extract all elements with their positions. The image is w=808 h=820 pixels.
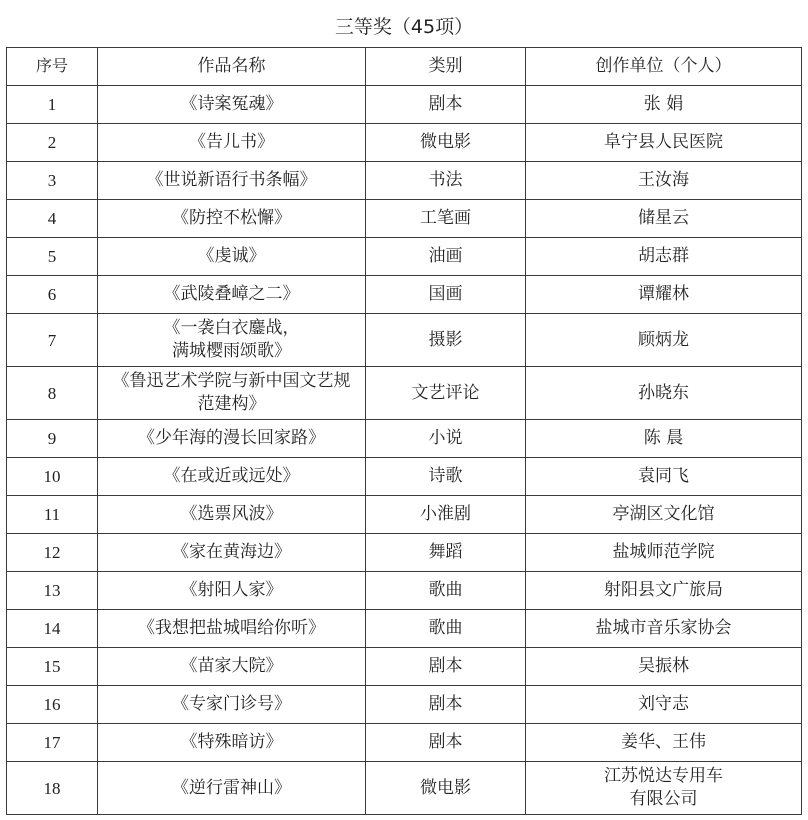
- work-name-cell: [98, 610, 366, 648]
- work-name-cell: [98, 276, 366, 314]
- work-name-cell: [98, 200, 366, 238]
- work-name-cell: [98, 238, 366, 276]
- unit-cell: [526, 314, 802, 367]
- category-cell: 小说: [366, 420, 526, 458]
- table-row: [7, 724, 802, 762]
- row-number: 5: [7, 238, 98, 276]
- unit-cell: [526, 200, 802, 238]
- row-number: 7: [7, 314, 98, 367]
- row-number: 14: [7, 610, 98, 648]
- category-cell: 歌曲: [366, 572, 526, 610]
- work-name: 《告儿书》: [189, 132, 274, 152]
- creator-unit: 射阳县文广旅局: [604, 580, 723, 600]
- row-number: 11: [7, 496, 98, 534]
- work-name: 《专家门诊号》: [172, 694, 291, 714]
- unit-cell: [526, 762, 802, 815]
- unit-cell: [526, 686, 802, 724]
- category-cell: 舞蹈: [366, 534, 526, 572]
- work-name-cell: [98, 458, 366, 496]
- unit-cell: [526, 420, 802, 458]
- work-name: 《武陵叠嶂之二》: [163, 284, 300, 304]
- work-name: 《防控不松懈》: [172, 208, 291, 228]
- unit-cell: [526, 534, 802, 572]
- category-cell: 剧本: [366, 86, 526, 124]
- work-name: 《少年海的漫长回家路》: [138, 428, 325, 448]
- row-number: 12: [7, 534, 98, 572]
- work-name-cell: [98, 572, 366, 610]
- work-name-cell: [98, 686, 366, 724]
- creator-unit: 孙晓东: [638, 382, 689, 403]
- row-number: 2: [7, 124, 98, 162]
- creator-unit: 阜宁县人民医院: [604, 132, 723, 152]
- work-name-cell: [98, 648, 366, 686]
- unit-cell: [526, 86, 802, 124]
- row-number: 15: [7, 648, 98, 686]
- category-cell: 书法: [366, 162, 526, 200]
- row-number: 10: [7, 458, 98, 496]
- work-name: 《逆行雷神山》: [172, 777, 291, 798]
- row-number: 3: [7, 162, 98, 200]
- work-name-cell: [98, 724, 366, 762]
- table-row: [7, 314, 802, 367]
- work-name-cell: [98, 534, 366, 572]
- row-number: 17: [7, 724, 98, 762]
- table-header-row: [7, 48, 802, 86]
- creator-unit: 胡志群: [638, 246, 689, 266]
- creator-unit: 吴振林: [638, 656, 689, 676]
- table-row: [7, 276, 802, 314]
- table-row: [7, 496, 802, 534]
- header-unit: 创作单位（个人）: [526, 48, 802, 86]
- creator-unit: 江苏悦达专用车: [604, 766, 723, 786]
- work-name: 范建构》: [197, 394, 266, 414]
- work-name-cell: [98, 367, 366, 420]
- unit-cell: [526, 276, 802, 314]
- row-number: 18: [7, 762, 98, 815]
- category-cell: 微电影: [366, 762, 526, 815]
- creator-unit: 顾炳龙: [638, 329, 689, 350]
- unit-cell: [526, 572, 802, 610]
- unit-cell: [526, 124, 802, 162]
- table-row: [7, 610, 802, 648]
- work-name: 《特殊暗访》: [180, 732, 283, 752]
- work-name: 《世说新语行书条幅》: [146, 170, 317, 190]
- work-name-cell: [98, 86, 366, 124]
- table-row: [7, 534, 802, 572]
- creator-unit: 盐城市音乐家协会: [595, 618, 732, 638]
- table-row: [7, 648, 802, 686]
- header-category: 类别: [366, 48, 526, 86]
- table-body: [7, 86, 802, 815]
- row-number: 8: [7, 367, 98, 420]
- creator-unit: 王汝海: [638, 170, 689, 190]
- row-number: 9: [7, 420, 98, 458]
- category-cell: 小淮剧: [366, 496, 526, 534]
- work-name: 《选票风波》: [180, 504, 283, 524]
- work-name: 《鲁迅艺术学院与新中国文艺规: [112, 371, 351, 391]
- work-name: 《射阳人家》: [180, 580, 283, 600]
- work-name: 《家在黄海边》: [172, 542, 291, 562]
- row-number: 6: [7, 276, 98, 314]
- category-cell: 文艺评论: [366, 367, 526, 420]
- creator-unit: 张 娟: [643, 94, 684, 114]
- unit-cell: [526, 238, 802, 276]
- table-row: [7, 238, 802, 276]
- unit-cell: [526, 162, 802, 200]
- category-cell: 国画: [366, 276, 526, 314]
- table-title: 三等奖（45项）: [334, 16, 474, 38]
- work-name: 《在或近或远处》: [163, 466, 300, 486]
- creator-unit: 袁同飞: [638, 466, 689, 486]
- unit-cell: [526, 496, 802, 534]
- header-number: 序号: [7, 48, 98, 86]
- category-cell: 剧本: [366, 648, 526, 686]
- row-number: 16: [7, 686, 98, 724]
- table-row: [7, 572, 802, 610]
- category-cell: 诗歌: [366, 458, 526, 496]
- creator-unit: 陈 晨: [643, 428, 684, 448]
- table-row: [7, 162, 802, 200]
- unit-cell: [526, 648, 802, 686]
- row-number: 13: [7, 572, 98, 610]
- unit-cell: [526, 367, 802, 420]
- row-number: 1: [7, 86, 98, 124]
- category-cell: 微电影: [366, 124, 526, 162]
- category-cell: 剧本: [366, 686, 526, 724]
- work-name-cell: [98, 124, 366, 162]
- awards-table: [6, 47, 802, 815]
- table-row: [7, 762, 802, 815]
- table-row: [7, 367, 802, 420]
- creator-unit: 盐城师范学院: [612, 542, 715, 562]
- creator-unit: 谭耀林: [638, 284, 689, 304]
- category-cell: 剧本: [366, 724, 526, 762]
- work-name: 满城樱雨颂歌》: [172, 341, 291, 361]
- work-name: 《虔诚》: [197, 246, 266, 266]
- work-name-cell: [98, 762, 366, 815]
- work-name-cell: [98, 420, 366, 458]
- table-row: [7, 124, 802, 162]
- unit-cell: [526, 458, 802, 496]
- work-name-cell: [98, 496, 366, 534]
- table-row: [7, 686, 802, 724]
- work-name: 《苗家大院》: [180, 656, 283, 676]
- creator-unit: 亭湖区文化馆: [612, 504, 715, 524]
- creator-unit: 刘守志: [638, 694, 689, 714]
- category-cell: 工笔画: [366, 200, 526, 238]
- header-work-name: 作品名称: [98, 48, 366, 86]
- creator-unit: 姜华、王伟: [621, 732, 706, 752]
- work-name: 《我想把盐城唱给你听》: [138, 618, 325, 638]
- table-row: [7, 420, 802, 458]
- creator-unit: 有限公司: [629, 789, 698, 809]
- category-cell: 摄影: [366, 314, 526, 367]
- table-row: [7, 458, 802, 496]
- creator-unit: 储星云: [638, 208, 689, 228]
- category-cell: 歌曲: [366, 610, 526, 648]
- work-name-cell: [98, 314, 366, 367]
- table-row: [7, 86, 802, 124]
- work-name-cell: [98, 162, 366, 200]
- table-row: [7, 200, 802, 238]
- category-cell: 油画: [366, 238, 526, 276]
- unit-cell: [526, 610, 802, 648]
- row-number: 4: [7, 200, 98, 238]
- work-name: 《诗案冤魂》: [180, 94, 283, 114]
- work-name: 《一袭白衣鏖战，: [163, 318, 300, 338]
- unit-cell: [526, 724, 802, 762]
